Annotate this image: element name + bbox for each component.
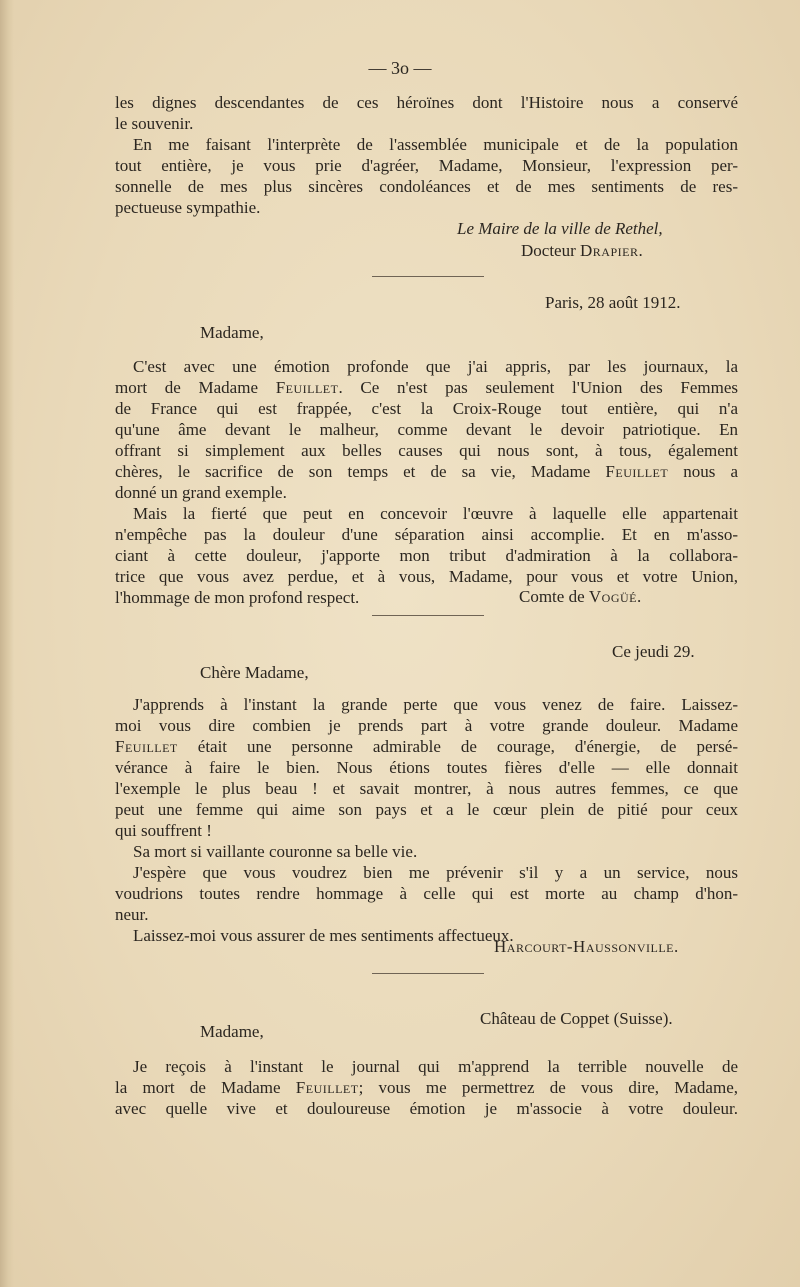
text-line: les dignes descendantes de ces héroïnes dont l'Histoire nous a conservé [115, 93, 738, 112]
surname-feuillet: Feuillet [275, 378, 339, 397]
text-line: qui souffrent ! [115, 821, 212, 840]
text-line: de France qui est frappée, c'est la Croix-Rouge tout entière, qui n'a [115, 399, 738, 418]
text-line: sonnelle de mes plus sincères condoléances et de mes sentiments de res- [115, 177, 738, 196]
text-line: qu'une âme devant le malheur, comme devant le devoir patriotique. En [115, 420, 738, 439]
text-line: Laissez-moi vous assurer de mes sentiments affectueux. [133, 926, 514, 945]
text-line: Je reçois à l'instant le journal qui m'apprend la terrible nouvelle de [133, 1057, 738, 1076]
separator-rule [372, 973, 484, 974]
surname-feuillet: Feuillet [115, 737, 178, 756]
text-line: pectueuse sympathie. [115, 198, 261, 217]
text-line: Mais la fierté que peut en concevoir l'œuvre à laquelle elle appartenait [133, 504, 738, 523]
text-line: En me faisant l'interprète de l'assemblée municipale et de la population [133, 135, 738, 154]
letter-coppet-body [115, 1056, 738, 1119]
signature-name: Harcourt-Haussonville. [494, 937, 679, 956]
text-line: Feuillet était une personne admirable de courage, d'énergie, de persé- [115, 737, 738, 756]
page-number: — 3o — [368, 58, 432, 78]
text-line: vérance à faire le bien. Nous étions toutes fières d'elle — elle donnait [115, 758, 738, 777]
separator-rule [372, 615, 484, 616]
text-line: neur. [115, 905, 149, 924]
letter-salutation: Madame, [200, 323, 264, 342]
signature-prefix: Docteur [521, 241, 576, 260]
letter-salutation: Madame, [200, 1022, 264, 1041]
letter-haussonville-body [115, 694, 738, 946]
text-line: chères, le sacrifice de son temps et de sa vie, Madame Feuillet nous a [115, 462, 738, 481]
text-line: C'est avec une émotion profonde que j'ai appris, par les journaux, la [133, 357, 738, 376]
signature-prefix: Comte de [519, 587, 585, 606]
text-line: la mort de Madame Feuillet; vous me permettrez de vous dire, Madame, [115, 1078, 738, 1097]
text-line: offrant si simplement aux belles causes qui nous sont, à tous, également [115, 441, 738, 460]
text-line: le souvenir. [115, 114, 194, 133]
letter-vogue-body [115, 356, 738, 608]
text-line: avec quelle vive et douloureuse émotion je m'associe à votre douleur. [115, 1099, 738, 1118]
text-line: l'hommage de mon profond respect. [115, 588, 360, 607]
signature-title: Le Maire de la ville de Rethel, [457, 219, 663, 238]
signature-name: Vogüé. [588, 587, 642, 606]
text-line: trice que vous avez perdue, et à vous, Madame, pour vous et votre Union, [115, 567, 738, 586]
text-line: n'empêche pas la douleur d'une séparation ainsi accomplie. Et en m'asso- [115, 525, 738, 544]
signature-name: Drapier. [580, 241, 644, 260]
surname-feuillet: Feuillet [295, 1078, 359, 1097]
text-line: mort de Madame Feuillet. Ce n'est pas seulement l'Union des Femmes [115, 378, 738, 397]
text-line: l'exemple le plus beau ! et savait montrer, à nous autres femmes, ce que [115, 779, 738, 798]
text-line: J'espère que vous voudrez bien me prévenir s'il y a un service, nous [133, 863, 738, 882]
page-binding-edge [0, 0, 14, 1287]
letter-date: Ce jeudi 29. [612, 642, 695, 661]
surname-feuillet: Feuillet [605, 462, 669, 481]
text-line: J'apprends à l'instant la grande perte que vous venez de faire. Laissez- [133, 695, 738, 714]
signature-line [519, 586, 642, 607]
letter-date: Paris, 28 août 1912. [545, 293, 681, 312]
letter-salutation: Chère Madame, [200, 663, 309, 682]
text-line: moi vous dire combien je prends part à votre grande douleur. Madame [115, 716, 738, 735]
text-line: voudrions toutes rendre hommage à celle qui est morte au champ d'hon- [115, 884, 738, 903]
text-line: Sa mort si vaillante couronne sa belle vie. [133, 842, 418, 861]
text-line: tout entière, je vous prie d'agréer, Madame, Monsieur, l'expression per- [115, 156, 738, 175]
text-line: donné un grand exemple. [115, 483, 287, 502]
letter-date: Château de Coppet (Suisse). [480, 1009, 673, 1028]
text-line: peut une femme qui aime son pays et a le cœur plein de pitié pour ceux [115, 800, 738, 819]
text-line: ciant à cette douleur, j'apporte mon tribut d'admiration à la collabora- [115, 546, 738, 565]
separator-rule [372, 276, 484, 277]
letter-rethel-body [115, 92, 738, 218]
signature-line [521, 240, 643, 261]
